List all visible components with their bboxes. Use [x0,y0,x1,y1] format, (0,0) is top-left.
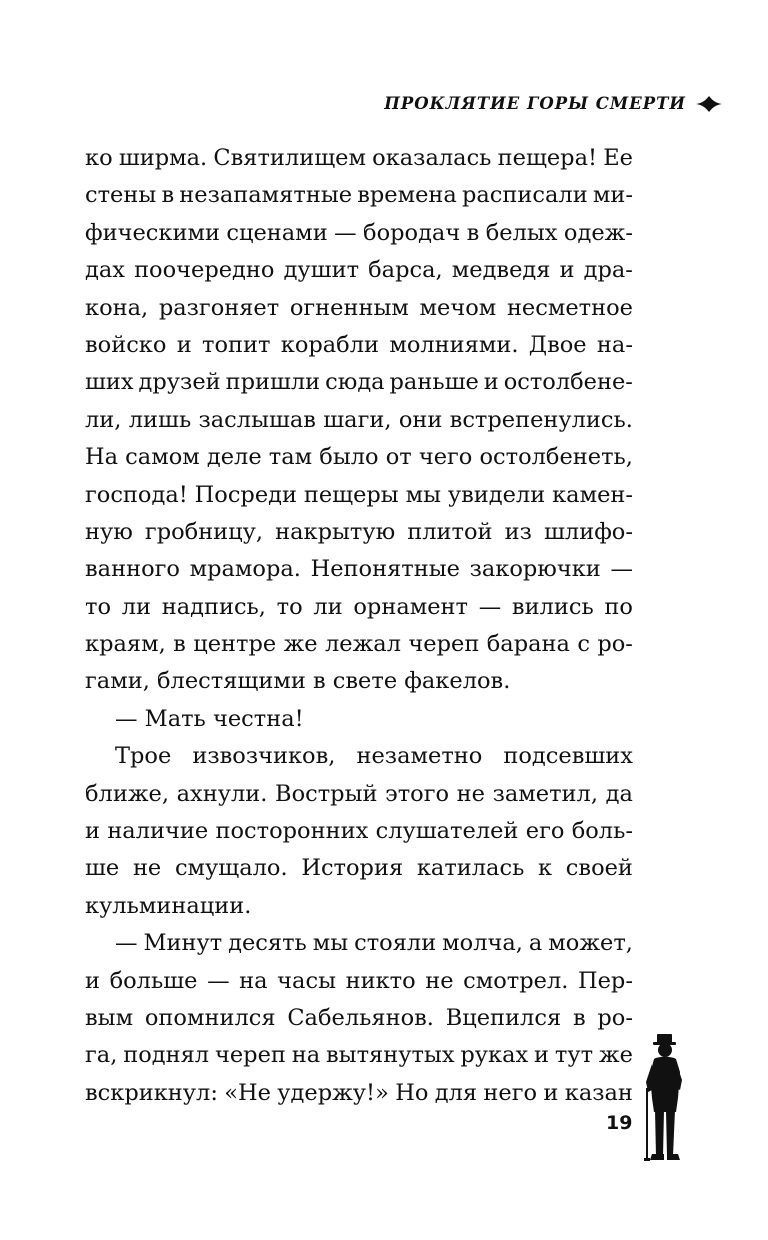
word: шлифо- [543,518,633,545]
word: Но [395,1079,429,1106]
word: и [534,1042,550,1069]
word: одеж- [563,219,633,246]
word: мрамора. [189,556,301,583]
word: и [543,1079,559,1106]
word: мечом [419,294,497,321]
word: на- [596,331,633,358]
word: Вострый [275,780,378,807]
text-line [85,402,633,439]
word: Ее [603,145,633,171]
word: боль- [571,818,633,845]
word: встрепенулись. [449,406,633,433]
word: заслышав [198,406,316,433]
diamond-ornament-icon [696,96,722,112]
word: Минут [143,930,223,957]
word: удержу!» [277,1079,389,1106]
word: раньше [389,369,479,396]
word: незапамятные [179,182,353,209]
word: оказалась [372,145,492,171]
word: медведя [451,257,551,284]
word: деле [206,444,262,471]
text-line [85,776,633,813]
word: да [605,780,633,807]
text-line [85,477,633,514]
word: барана [486,631,570,658]
text-line [85,738,633,775]
word: ли [313,593,343,620]
text-line [85,327,633,364]
text-line [85,1075,633,1112]
word: вились [511,593,594,620]
word: него [483,1079,538,1106]
text-line: гами, блестящими в свете факелов. [85,668,511,695]
word: плитой [407,518,493,545]
text-line [85,514,633,551]
word: Пер- [578,967,633,994]
word: они [398,406,443,433]
word: — [207,967,230,994]
word: гробницу, [144,518,264,545]
word: смотрел. [463,967,569,994]
word: в [466,219,480,246]
word: извозчиков, [192,743,336,770]
word: белых [485,219,558,246]
word: «Не [224,1079,271,1106]
word: краям, [85,631,166,658]
word: барса, [368,257,443,284]
word: Трое [115,743,172,770]
word: огненным [289,294,409,321]
word: катилась [416,855,525,882]
word: ших [85,369,134,396]
word: орнамент [353,593,468,620]
word: и [176,331,192,358]
word: пещеры [303,481,399,508]
word: На [85,444,119,471]
word: казан [564,1079,633,1106]
word: незаметно [356,743,483,770]
word: а [528,930,543,957]
word: корабли [280,331,380,358]
word: в [173,631,186,658]
word: ширма. [118,145,208,171]
word: остолбене- [503,369,633,396]
word: вым [85,1004,134,1031]
word: — [610,556,633,583]
word: поднял [123,1042,210,1069]
word: сюда [325,369,385,396]
word: этого [385,780,450,807]
word: на [291,1042,321,1069]
word: шаги, [323,406,392,433]
word: его [525,818,565,845]
dialogue-line [85,925,633,962]
word: — [478,593,502,620]
word: то [85,593,111,620]
word: Святилищем [213,145,366,171]
word: ро- [597,631,633,658]
word: заметил, [492,780,599,807]
word: Двое [528,331,587,358]
word: ро- [597,1004,633,1031]
word: ко [85,145,113,171]
word: господа! [85,481,188,508]
word: камен- [552,481,633,508]
word: может, [548,930,633,957]
text-line [85,589,633,626]
word: то [276,593,303,620]
word: ахнули. [176,780,268,807]
word: в [161,182,175,209]
word: сценами [226,219,328,246]
word: пещера! [497,145,598,171]
word: ную [85,518,133,545]
word: не [456,780,485,807]
text-line [85,813,633,850]
word: лишь [128,406,192,433]
word: Посреди [194,481,297,508]
word: наличие [107,818,209,845]
word: слушателей [375,818,519,845]
word: лежал [325,631,402,658]
word: История [301,855,404,882]
word: центре [193,631,277,658]
word: ванного [85,556,180,583]
word: посторонних [215,818,369,845]
word: мы [405,481,441,508]
word: смущало. [174,855,288,882]
word: десять [228,930,307,957]
word: и [85,967,100,994]
word: же [598,1042,633,1069]
word: ближе, [85,780,170,807]
word: кона, [85,294,149,321]
word: руках [460,1042,529,1069]
word: на [239,967,268,994]
word: накрытую [275,518,396,545]
word: мы [312,930,349,957]
word: разгоняет [158,294,280,321]
word: дра- [583,257,633,284]
text-line [85,1000,633,1037]
word: череп [408,631,480,658]
word: вскрикнул: [85,1079,218,1106]
word: же [283,631,318,658]
word: там [268,444,313,471]
word: и [483,369,499,396]
word: Непонятные [310,556,460,583]
text-line [85,963,633,1000]
word: стояли [354,930,437,957]
word: несметное [506,294,633,321]
word: из [504,518,532,545]
word: не [132,855,162,882]
text-line [85,439,633,476]
word: тут [554,1042,594,1069]
text-line [85,364,633,401]
page-number: 19 [606,1112,633,1134]
word: остолбенеть, [479,444,633,471]
word: — [115,930,138,957]
text-line [85,1037,633,1074]
text-line [85,252,633,289]
word: времена [357,182,457,209]
running-header: ПРОКЛЯТИЕ ГОРЫ СМЕРТИ [384,94,686,113]
word: и [85,818,100,845]
word: пришли [225,369,321,396]
word: часы [277,967,336,994]
word: с [577,631,590,658]
word: ли, [85,406,122,433]
word: ше [85,855,120,882]
text-line [85,850,633,887]
word: увидели [447,481,546,508]
word: самом [125,444,200,471]
word: и [559,257,575,284]
word: опомнился [144,1004,276,1031]
text-line [85,177,633,214]
word: надпись, [161,593,266,620]
word: больше [109,967,198,994]
word: своей [565,855,633,882]
word: было [319,444,379,471]
body-text [85,140,633,1112]
word: га, [85,1042,118,1069]
word: бородач [363,219,461,246]
text-line [85,290,633,327]
text-line [85,215,633,252]
word: для [434,1079,478,1106]
dialogue-line: — Мать честна! [115,705,304,732]
word: поочередно [134,257,275,284]
word: стены [85,182,157,209]
text-line [85,626,633,663]
word: ли [121,593,151,620]
word: закорючки [469,556,601,583]
word: Вцепился [445,1004,562,1031]
word: от [385,444,412,471]
text-line: кульминации. [85,892,252,919]
word: чего [418,444,473,471]
word: к [538,855,553,882]
standing-man-silhouette-icon [640,1032,692,1166]
text-line [85,551,633,588]
word: душит [283,257,360,284]
word: Сабельянов. [287,1004,434,1031]
word: ми- [592,182,633,209]
text-line [85,140,633,177]
word: — [334,219,357,246]
word: друзей [138,369,221,396]
word: в [572,1004,586,1031]
word: топит [202,331,271,358]
word: дах [85,257,125,284]
word: войско [85,331,167,358]
word: фическими [85,219,220,246]
word: вытянутых [326,1042,455,1069]
word: расписали [461,182,588,209]
word: никто [345,967,416,994]
word: череп [214,1042,286,1069]
word: не [425,967,454,994]
word: молниями. [389,331,519,358]
word: по [604,593,633,620]
word: подсевших [503,743,633,770]
word: молча, [442,930,523,957]
